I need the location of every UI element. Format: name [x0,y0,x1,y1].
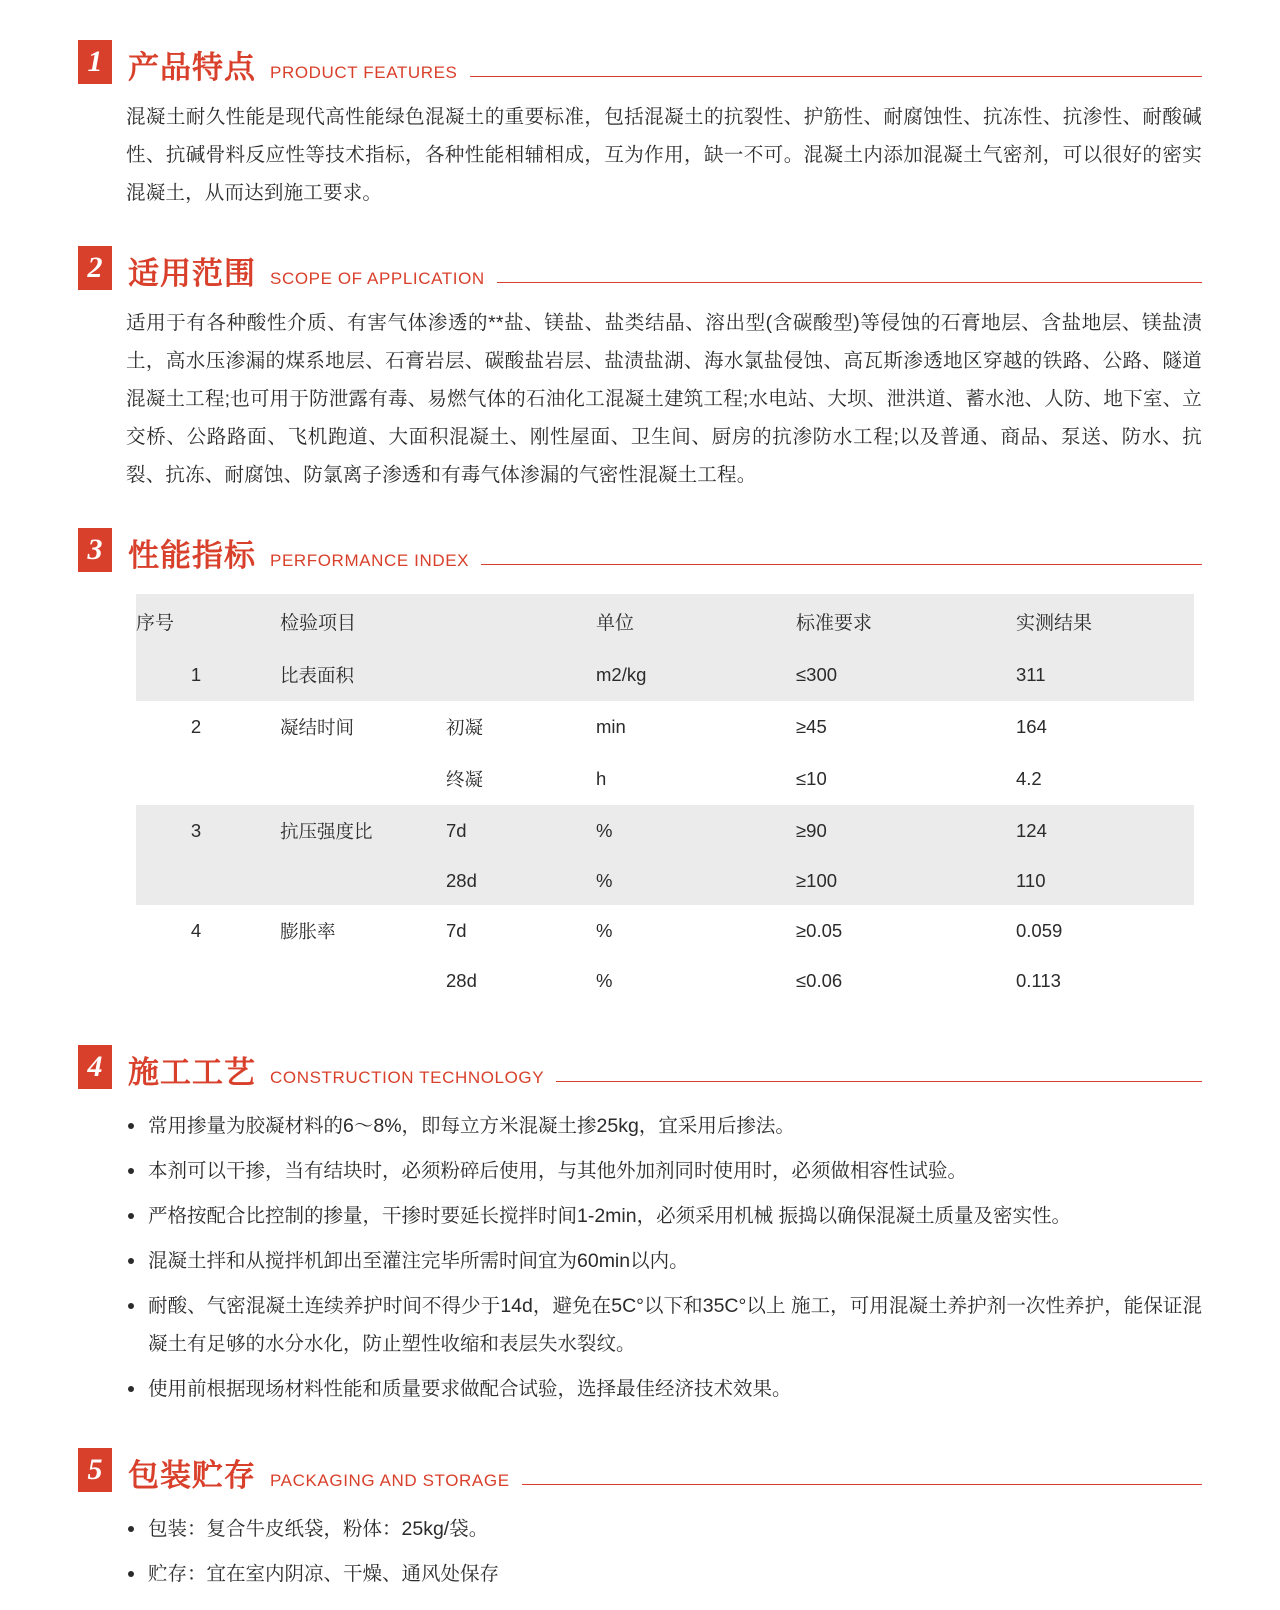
cell-unit: min [596,701,796,753]
list-item: 混凝土拌和从搅拌机卸出至灌注完毕所需时间宜为60min以内。 [126,1242,1202,1280]
cell-result: 0.059 [1016,905,1194,957]
section-header-performance-index [78,528,1202,572]
cell-standard: ≤10 [796,753,1016,805]
cell-result: 164 [1016,701,1194,753]
table-row [136,649,1194,701]
product-features-paragraph: 混凝土耐久性能是现代高性能绿色混凝土的重要标准，包括混凝土的抗裂性、护筋性、耐腐蚀性、抗冻性、抗渗性、耐酸碱性、抗碱骨料反应性等技术指标，各种性能相辅相成，互为作用，缺一不可。混凝土内添加混凝土气密剂，可以很好的密实混凝土，从而达到施工要求。 [126,106,1202,205]
th-standard: 标准要求 [796,594,1016,649]
section-header-packaging [78,1448,1202,1492]
section-number-badge: 1 [78,40,112,84]
cell-item: 凝结时间 [256,701,446,753]
table-row [136,905,1194,957]
section-header-scope [78,246,1202,290]
table-row [136,753,1194,805]
section-title-cn: 包装贮存 [128,1458,256,1494]
cell-unit: % [596,905,796,957]
cell-sub [446,649,596,701]
list-item: 贮存：宜在室内阴凉、干燥、通风处保存 [126,1555,1202,1593]
list-item: 严格按配合比控制的掺量，干掺时要延长搅拌时间1-2min，必须采用机械 振捣以确保混凝土质量及密实性。 [126,1197,1202,1235]
table-row [136,805,1194,857]
th-no: 序号 [136,594,256,649]
section-title-cn: 产品特点 [128,50,256,85]
section-title-cn: 适用范围 [128,256,256,292]
cell-result: 124 [1016,805,1194,857]
cell-no: 2 [136,701,256,753]
section-title-en: PRODUCT FEATURES [270,63,458,82]
table-body [136,649,1194,1005]
cell-standard: ≤0.06 [796,957,1016,1005]
packaging-storage-list [126,1510,1202,1593]
performance-table-wrapper [136,594,1194,1005]
cell-standard: ≥100 [796,857,1016,905]
section-divider-rule [522,1484,1202,1485]
cell-result: 110 [1016,857,1194,905]
section-title-en: PERFORMANCE INDEX [270,551,470,571]
cell-sub: 初凝 [446,701,596,753]
list-item: 包装：复合牛皮纸袋，粉体：25kg/袋。 [126,1510,1202,1548]
cell-item: 比表面积 [256,649,446,701]
list-item: 本剂可以干掺，当有结块时，必须粉碎后使用，与其他外加剂同时使用时，必须做相容性试验。 [126,1152,1202,1190]
table-row [136,701,1194,753]
table-row [136,957,1194,1005]
cell-sub: 终凝 [446,753,596,805]
table-header-row [136,594,1194,649]
section-divider-rule [497,282,1202,283]
section-number-badge: 5 [78,1448,112,1492]
section-number-badge: 4 [78,1045,112,1089]
section-title-en: CONSTRUCTION TECHNOLOGY [270,1068,545,1088]
cell-standard: ≤300 [796,649,1016,701]
section-number-badge: 3 [78,528,112,572]
cell-item [256,753,446,805]
cell-standard: ≥90 [796,805,1016,857]
cell-unit: % [596,805,796,857]
section-number-badge: 2 [78,246,112,290]
cell-item [256,857,446,905]
section-header-construction [78,1045,1202,1089]
th-result: 实测结果 [1016,594,1194,649]
th-sub [446,594,596,649]
cell-no: 4 [136,905,256,957]
cell-no: 3 [136,805,256,857]
list-item: 常用掺量为胶凝材料的6～8%，即每立方米混凝土掺25kg，宜采用后掺法。 [126,1107,1202,1145]
table-row [136,857,1194,905]
cell-sub: 7d [446,905,596,957]
cell-sub: 28d [446,857,596,905]
section-title-en: SCOPE OF APPLICATION [270,269,485,289]
th-item: 检验项目 [256,594,446,649]
cell-result: 0.113 [1016,957,1194,1005]
section-title-cn: 性能指标 [128,538,256,574]
section-divider-rule [481,564,1202,565]
cell-sub: 7d [446,805,596,857]
cell-result: 311 [1016,649,1194,701]
cell-item [256,957,446,1005]
list-item: 耐酸、气密混凝土连续养护时间不得少于14d，避免在5C°以下和35C°以上 施工，可用混凝土养护剂一次性养护，能保证混凝土有足够的水分水化，防止塑性收缩和表层失水裂纹。 [126,1287,1202,1363]
cell-unit: h [596,753,796,805]
cell-item: 抗压强度比 [256,805,446,857]
cell-unit: m2/kg [596,649,796,701]
cell-result: 4.2 [1016,753,1194,805]
cell-no [136,753,256,805]
section-divider-rule [556,1081,1202,1082]
cell-unit: % [596,857,796,905]
cell-standard: ≥0.05 [796,905,1016,957]
list-item: 使用前根据现场材料性能和质量要求做配合试验，选择最佳经济技术效果。 [126,1370,1202,1408]
cell-no [136,857,256,905]
th-unit: 单位 [596,594,796,649]
scope-paragraph: 适用于有各种酸性介质、有害气体渗透的**盐、镁盐、盐类结晶、溶出型(含碳酸型)等侵蚀的石膏地层、含盐地层、镁盐渍土，高水压渗漏的煤系地层、石膏岩层、碳酸盐岩层、盐渍盐湖、海水氯盐侵蚀、高瓦斯渗透地区穿越的铁路、公路、隧道混凝土工程;也可用于防泄露有毒、易燃气体的石油化工混凝土建筑工程;水电站、大坝、泄洪道、蓄水池、人防、地下室、立交桥、公路路面、飞机跑道、大面积混凝土、刚性屋面、卫生间、厨房的抗渗防水工程;以及普通、商品、泵送、防水、抗裂、抗冻、耐腐蚀、防氯离子渗透和有毒气体渗漏的气密性混凝土工程。 [126,312,1202,487]
section-title-cn: 施工工艺 [128,1055,256,1091]
cell-item: 膨胀率 [256,905,446,957]
cell-no [136,957,256,1005]
cell-no: 1 [136,649,256,701]
performance-table [136,594,1194,1005]
cell-unit: % [596,957,796,1005]
section-header-product-features [78,40,1202,84]
section-divider-rule [470,76,1203,77]
cell-sub: 28d [446,957,596,1005]
cell-standard: ≥45 [796,701,1016,753]
construction-technology-list [126,1107,1202,1408]
section-title-en: PACKAGING AND STORAGE [270,1471,510,1491]
